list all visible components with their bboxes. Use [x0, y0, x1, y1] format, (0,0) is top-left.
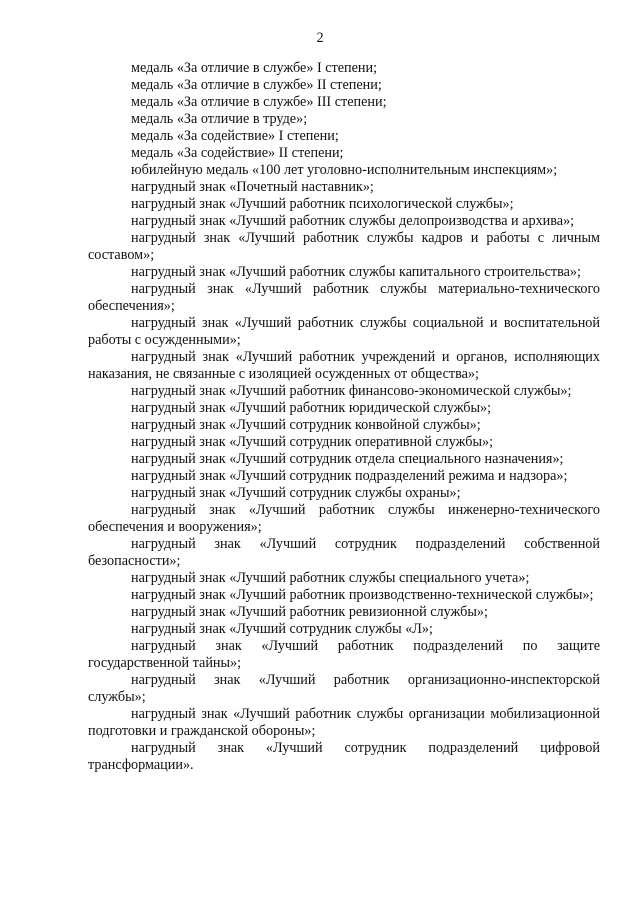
list-item: юбилейную медаль «100 лет уголовно-исполнительным инспекциям»;: [131, 162, 558, 178]
list-item: медаль «За отличие в службе» II степени;: [131, 77, 382, 93]
list-item: нагрудный знак «Лучший работник службы материально-технического обеспечения»;: [88, 281, 600, 314]
list-item: нагрудный знак «Лучший работник службы капитального строительства»;: [131, 264, 581, 280]
list-item: нагрудный знак «Лучший работник службы специального учета»;: [131, 570, 530, 586]
list-item: медаль «За отличие в службе» I степени;: [131, 60, 378, 76]
list-item: медаль «За отличие в службе» III степени;: [131, 94, 387, 110]
list-item: нагрудный знак «Лучший работник подразделений по защите государственной тайны»;: [88, 638, 600, 671]
list-item: нагрудный знак «Лучший сотрудник конвойной службы»;: [131, 417, 481, 433]
page-number: 2: [316, 30, 324, 46]
list-item: нагрудный знак «Лучший работник организационно-инспекторской службы»;: [88, 672, 600, 705]
list-item: нагрудный знак «Лучший сотрудник подразделений собственной безопасности»;: [88, 536, 600, 569]
list-item: нагрудный знак «Лучший работник службы организации мобилизационной подготовки и гражданской обороны»;: [88, 706, 600, 739]
list-item: нагрудный знак «Лучший работник службы кадров и работы с личным составом»;: [88, 230, 600, 263]
list-item: нагрудный знак «Лучший сотрудник службы охраны»;: [131, 485, 461, 501]
list-item: медаль «За содействие» II степени;: [131, 145, 344, 161]
list-item: нагрудный знак «Лучший работник службы инженерно-технического обеспечения и вооружения»;: [88, 502, 600, 535]
list-item: нагрудный знак «Лучший работник юридической службы»;: [131, 400, 492, 416]
list-item: нагрудный знак «Лучший сотрудник подразделений цифровой трансформации».: [88, 740, 600, 773]
list-item: нагрудный знак «Лучший работник финансово-экономической службы»;: [131, 383, 572, 399]
list-item: нагрудный знак «Лучший работник производственно-технической службы»;: [131, 587, 594, 603]
list-item: нагрудный знак «Лучший работник ревизионной службы»;: [131, 604, 488, 620]
list-item: нагрудный знак «Лучший сотрудник службы «Л»;: [131, 621, 433, 637]
list-item: нагрудный знак «Почетный наставник»;: [131, 179, 374, 195]
list-item: нагрудный знак «Лучший работник учреждений и органов, исполняющих наказания, не связанные с изоляцией осужденных от общества»;: [88, 349, 600, 382]
list-item: нагрудный знак «Лучший работник службы делопроизводства и архива»;: [131, 213, 575, 229]
list-item: медаль «За отличие в труде»;: [131, 111, 308, 127]
list-item: нагрудный знак «Лучший сотрудник отдела специального назначения»;: [131, 451, 564, 467]
list-item: нагрудный знак «Лучший сотрудник оперативной службы»;: [131, 434, 494, 450]
list-item: нагрудный знак «Лучший работник службы социальной и воспитательной работы с осужденными»;: [88, 315, 600, 348]
list-item: нагрудный знак «Лучший работник психологической службы»;: [131, 196, 514, 212]
list-item: медаль «За содействие» I степени;: [131, 128, 339, 144]
awards-list: [88, 60, 600, 774]
list-item: нагрудный знак «Лучший сотрудник подразделений режима и надзора»;: [131, 468, 568, 484]
